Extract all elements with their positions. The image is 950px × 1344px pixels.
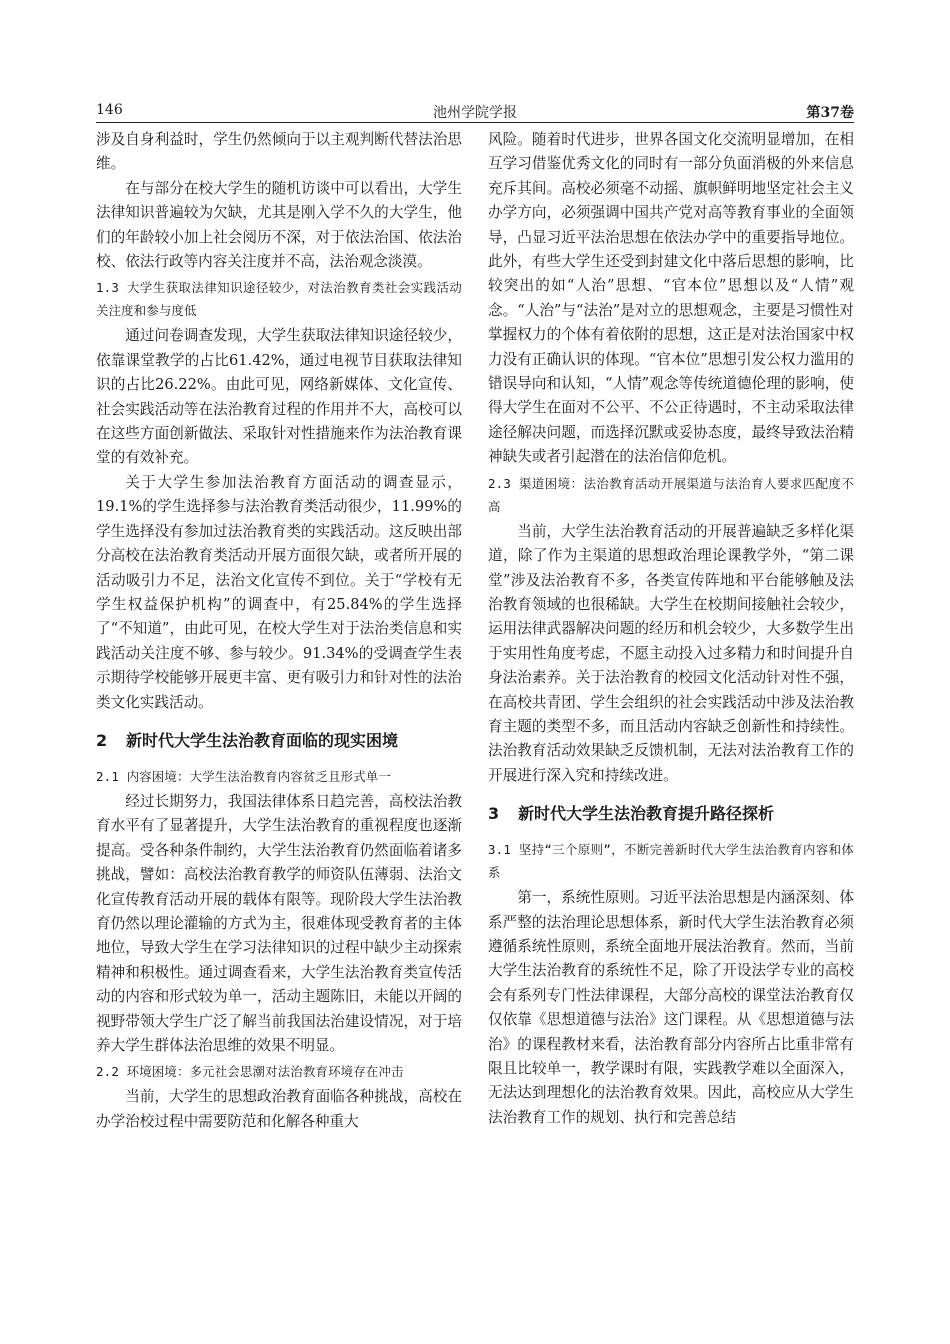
page-number: 146 <box>96 102 123 118</box>
paragraph: 第一，系统性原则。习近平法治思想是内涵深刻、体系严整的法治理论思想体系，新时代大学生法治教育必须遵循系统性原则，系统全面地开展法治教育。然而，当前大学生法治教育的系统性不足，除了开设法学专业的高校会有系列专门性法律课程，大部分高校的课堂法治教育仅仅依靠《思想道德与法治》这门课程。从《思想道德与法治》的课程教材来看，法治教育部分内容所占比重非常有限且比较单一，教学课时有限，实践教学难以全面深入，无法达到理想化的法治教育效果。因此，高校应从大学生法治教育工作的规划、执行和完善总结 <box>488 889 854 1126</box>
paragraph: 在与部分在校大学生的随机访谈中可以看出，大学生法律知识普遍较为欠缺，尤其是刚入学不久的大学生，他们的年龄较小加上社会阅历不深，对于依法治国、依法治校、依法行政等内容关注度并不高，法治观念淡漠。 <box>96 179 462 271</box>
section-title: 新时代大学生法治教育面临的现实困境 <box>126 730 399 750</box>
paragraph: 当前，大学生法治教育活动的开展普遍缺乏多样化渠道，除了作为主渠道的思想政治理论课教学外，“第二课堂”涉及法治教育不多，各类宣传阵地和平台能够触及法治教育领域的也很稀缺。大学生在校期间接触社会较少，运用法律武器解决问题的经历和机会较少，大多数学生出于实用性角度考虑，不愿主动投入过多精力和时间提升自身法治素养。关于法治教育的校园文化活动针对性不强，在高校共青团、学生会组织的社会实践活动中涉及法治教育主题的类型不多，而且活动内容缺乏创新性和持续性。法治教育活动效果缺乏反馈机制，无法对法治教育工作的开展进行深入究和持续改进。 <box>488 522 854 784</box>
subsection-heading: 3.1 坚持“三个原则”，不断完善新时代大学生法治教育内容和体系 <box>488 842 854 881</box>
section-title: 新时代大学生法治教育提升路径探析 <box>518 804 775 824</box>
paragraph: 经过长期努力，我国法律体系日趋完善，高校法治教育水平有了显著提升，大学生法治教育的重视程度也逐渐提高。受各种条件制约，大学生法治教育仍然面临着诸多挑战，譬如：高校法治教育教学的师资队伍薄弱、法治文化宣传教育活动开展的载体有限等。现阶段大学生法治教育仍然以理论灌输的方式为主，很难体现受教育者的主体地位，导致大学生在学习法律知识的过程中缺少主动探索精神和积极性。通过调查看来，大学生法治教育类宣传活动的内容和形式较为单一，活动主题陈旧，未能以开阔的视野带领大学生广泛了解当前我国法治建设情况，对于培养大学生群体法治思维的效果不明显。 <box>96 792 462 1054</box>
page-header <box>96 100 854 123</box>
section-heading <box>488 802 854 826</box>
subsection-heading: 2.2 环境困境：多元社会思潮对法治教育环境存在冲击 <box>96 1064 404 1080</box>
journal-title: 池州学院学报 <box>433 105 517 121</box>
paragraph: 涉及自身利益时，学生仍然倾向于以主观判断代替法治思维。 <box>96 131 462 173</box>
paragraph: 当前，大学生的思想政治教育面临各种挑战，高校在办学治校过程中需要防范和化解各种重大 <box>96 1088 462 1130</box>
right-column <box>488 128 854 1130</box>
paragraph: 风险。随着时代进步，世界各国文化交流明显增加，在相互学习借鉴优秀文化的同时有一部分负面消极的外来信息充斥其间。高校必须毫不动摇、旗帜鲜明地坚定社会主义办学方向，必须强调中国共产党对高等教育事业的全面领导，凸显习近平法治思想在依法办学中的重要指导地位。此外，有些大学生还受到封建文化中落后思想的影响，比较突出的如“人治”思想、“官本位”思想以及“人情”观念。“人治”与“法治”是对立的思想观念，主要是习惯性对掌握权力的个体有着依附的思想，这正是对法治国家中权力没有正确认识的体现。“官本位”思想引发公权力滥用的错误导向和认知，“人情”观念等传统道德伦理的影响，使得大学生在面对不公平、不公正待遇时，不主动采取法律途径解决问题，而选择沉默或妥协态度，最终导致法治精神缺失或者引起潜在的法治信仰危机。 <box>488 131 854 466</box>
subsection-heading: 2.1 内容困境：大学生法治教育内容贫乏且形式单一 <box>96 768 392 784</box>
subsection-heading: 1.3 大学生获取法律知识途径较少，对法治教育类社会实践活动关注度和参与度低 <box>96 280 462 319</box>
subsection-heading: 2.3 渠道困境：法治教育活动开展渠道与法治育人要求匹配度不高 <box>488 475 854 514</box>
paragraph: 通过问卷调查发现，大学生获取法律知识途径较少，依靠课堂教学的占比61.42%，通过电视节目获取法律知识的占比26.22%。由此可见，网络新媒体、文化宣传、社会实践活动等在法治教育过程的作用并不大，高校可以在这些方面创新做法、采取针对性措施来作为法治教育课堂的有效补充。 <box>96 327 462 467</box>
left-column <box>96 128 462 1134</box>
section-heading <box>96 729 462 753</box>
paragraph: 关于大学生参加法治教育方面活动的调查显示，19.1%的学生选择参与法治教育类活动很少，11.99%的学生选择没有参加过法治教育类的实践活动。这反映出部分高校在法治教育类活动开展方面很欠缺，或者所开展的活动吸引力不足，法治文化宣传不到位。关于“学校有无学生权益保护机构”的调查中，有25.84%的学生选择了“不知道”，由此可见，在校大学生对于法治类信息和实践活动关注度不够、参与较少。91.34%的受调查学生表示期待学校能够开展更丰富、更有吸引力和针对性的法治类文化实践活动。 <box>96 473 462 711</box>
section-number: 3 <box>488 804 500 824</box>
section-number: 2 <box>96 730 108 750</box>
volume-label: 第37卷 <box>806 105 854 121</box>
